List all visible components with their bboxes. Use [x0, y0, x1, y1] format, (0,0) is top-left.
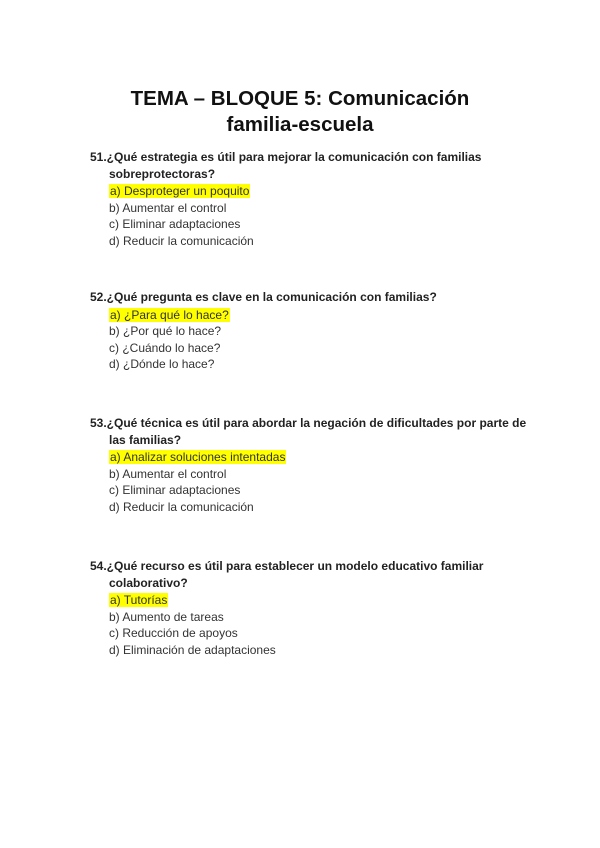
option-a [109, 592, 530, 609]
option-c: c) Eliminar adaptaciones [109, 483, 241, 497]
option-c: c) Eliminar adaptaciones [109, 217, 241, 231]
question-text: 53.¿Qué técnica es útil para abordar la negación de dificultades por parte de las familias? [90, 416, 527, 447]
title-line-1: TEMA – BLOQUE 5: Comunicación [130, 87, 470, 110]
answer-options [90, 307, 530, 373]
title-line-2: familia-escuela [226, 113, 374, 136]
option-b: b) Aumentar el control [109, 466, 227, 481]
highlighted-answer: a) Tutorías [110, 593, 168, 607]
option-a [109, 449, 530, 466]
option-d: d) ¿Dónde lo hace? [109, 357, 215, 371]
answer-options [90, 449, 530, 515]
question-text: 52.¿Qué pregunta es clave en la comunicación con familias? [90, 290, 437, 304]
option-b: b) Aumento de tareas [109, 609, 224, 624]
question-53 [90, 415, 530, 515]
highlighted-answer: a) Desproteger un poquito [110, 184, 250, 198]
option-c: c) Reducción de apoyos [109, 626, 238, 640]
highlighted-answer: a) Analizar soluciones intentadas [110, 450, 286, 464]
option-d: d) Reducir la comunicación [109, 233, 254, 248]
answer-options [90, 183, 530, 249]
question-text: 54.¿Qué recurso es útil para establecer un modelo educativo familiar colaborativo? [90, 559, 484, 590]
highlighted-answer: a) ¿Para qué lo hace? [110, 307, 229, 322]
option-b: b) Aumentar el control [109, 200, 227, 215]
option-a [109, 307, 530, 324]
option-a [109, 183, 530, 200]
page-title [0, 86, 600, 138]
option-d: d) Reducir la comunicación [109, 499, 254, 514]
option-d: d) Eliminación de adaptaciones [109, 642, 276, 657]
option-b: b) ¿Por qué lo hace? [109, 324, 222, 338]
answer-options [90, 592, 530, 658]
question-54 [90, 558, 530, 658]
question-51 [90, 149, 530, 249]
question-text: 51.¿Qué estrategia es útil para mejorar la comunicación con familias sobreprotectoras? [90, 150, 482, 181]
option-c: c) ¿Cuándo lo hace? [109, 340, 221, 355]
question-52 [90, 289, 530, 373]
